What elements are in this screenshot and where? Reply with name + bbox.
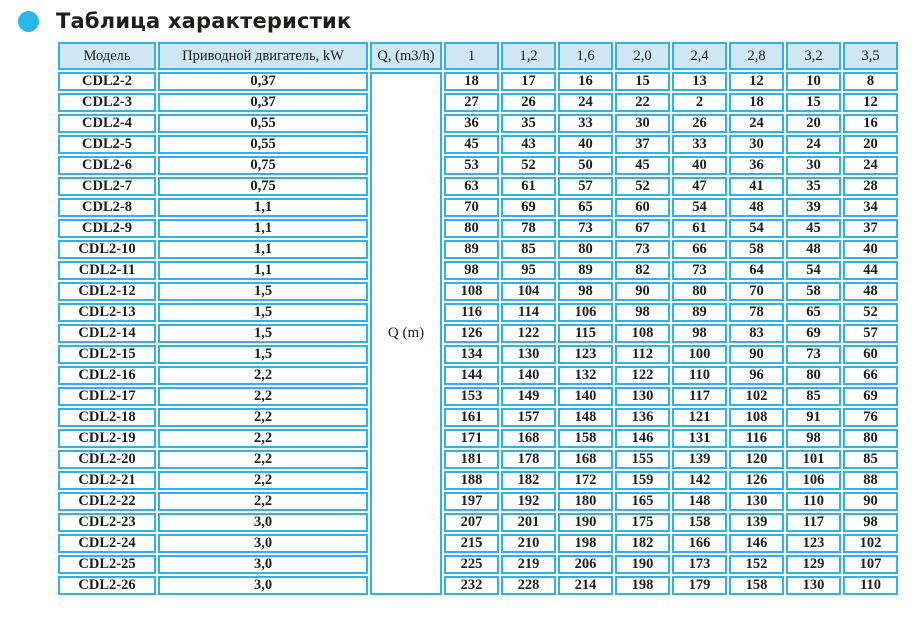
value-cell: 78	[729, 303, 784, 322]
value-cell: 122	[615, 366, 670, 385]
value-cell: 35	[786, 177, 841, 196]
power-cell: 2,2	[158, 387, 368, 406]
value-cell: 73	[615, 240, 670, 259]
model-cell: CDL2-17	[58, 387, 156, 406]
value-cell: 165	[615, 492, 670, 511]
value-cell: 54	[672, 198, 727, 217]
value-cell: 207	[444, 513, 499, 532]
value-cell: 43	[501, 135, 556, 154]
power-cell: 3,0	[158, 513, 368, 532]
value-cell: 101	[786, 450, 841, 469]
model-cell: CDL2-7	[58, 177, 156, 196]
value-cell: 115	[558, 324, 613, 343]
value-cell: 139	[729, 513, 784, 532]
value-cell: 40	[558, 135, 613, 154]
value-cell: 215	[444, 534, 499, 553]
table-row	[58, 261, 898, 280]
value-cell: 131	[672, 429, 727, 448]
value-cell: 190	[558, 513, 613, 532]
value-cell: 30	[729, 135, 784, 154]
model-cell: CDL2-26	[58, 576, 156, 595]
value-cell: 65	[786, 303, 841, 322]
power-cell: 1,1	[158, 240, 368, 259]
value-cell: 45	[444, 135, 499, 154]
value-cell: 54	[729, 219, 784, 238]
value-cell: 146	[615, 429, 670, 448]
value-cell: 110	[786, 492, 841, 511]
header-flow-value: 2,8	[729, 42, 784, 70]
value-cell: 117	[672, 387, 727, 406]
power-cell: 3,0	[158, 555, 368, 574]
value-cell: 73	[786, 345, 841, 364]
header-flow-value: 3,2	[786, 42, 841, 70]
power-cell: 1,1	[158, 219, 368, 238]
model-cell: CDL2-9	[58, 219, 156, 238]
table-row	[58, 156, 898, 175]
model-cell: CDL2-22	[58, 492, 156, 511]
value-cell: 153	[444, 387, 499, 406]
value-cell: 159	[615, 471, 670, 490]
power-cell: 0,37	[158, 93, 368, 112]
q-m-cell: Q (m)	[370, 72, 442, 595]
table-header-row	[58, 42, 898, 70]
value-cell: 232	[444, 576, 499, 595]
value-cell: 80	[786, 366, 841, 385]
value-cell: 26	[672, 114, 727, 133]
value-cell: 148	[672, 492, 727, 511]
value-cell: 166	[672, 534, 727, 553]
value-cell: 16	[558, 72, 613, 91]
value-cell: 30	[786, 156, 841, 175]
value-cell: 129	[786, 555, 841, 574]
value-cell: 52	[615, 177, 670, 196]
model-cell: CDL2-24	[58, 534, 156, 553]
table-row	[58, 324, 898, 343]
value-cell: 24	[786, 135, 841, 154]
value-cell: 80	[444, 219, 499, 238]
value-cell: 136	[615, 408, 670, 427]
value-cell: 30	[615, 114, 670, 133]
power-cell: 1,5	[158, 303, 368, 322]
value-cell: 114	[501, 303, 556, 322]
model-cell: CDL2-5	[58, 135, 156, 154]
value-cell: 173	[672, 555, 727, 574]
value-cell: 178	[501, 450, 556, 469]
value-cell: 98	[558, 282, 613, 301]
header-flow-value: 1	[444, 42, 499, 70]
value-cell: 20	[786, 114, 841, 133]
value-cell: 12	[729, 72, 784, 91]
value-cell: 98	[786, 429, 841, 448]
value-cell: 85	[501, 240, 556, 259]
value-cell: 95	[501, 261, 556, 280]
value-cell: 130	[786, 576, 841, 595]
header-flow-value: 1,2	[501, 42, 556, 70]
table-row	[58, 219, 898, 238]
value-cell: 8	[843, 72, 898, 91]
value-cell: 22	[615, 93, 670, 112]
value-cell: 66	[843, 366, 898, 385]
table-body	[58, 72, 898, 595]
table-row	[58, 303, 898, 322]
table-row	[58, 345, 898, 364]
value-cell: 116	[444, 303, 499, 322]
value-cell: 89	[558, 261, 613, 280]
value-cell: 182	[501, 471, 556, 490]
value-cell: 214	[558, 576, 613, 595]
table-row	[58, 534, 898, 553]
value-cell: 168	[501, 429, 556, 448]
value-cell: 175	[615, 513, 670, 532]
value-cell: 144	[444, 366, 499, 385]
value-cell: 24	[843, 156, 898, 175]
value-cell: 168	[558, 450, 613, 469]
value-cell: 18	[729, 93, 784, 112]
model-cell: CDL2-20	[58, 450, 156, 469]
model-cell: CDL2-16	[58, 366, 156, 385]
value-cell: 57	[843, 324, 898, 343]
value-cell: 82	[615, 261, 670, 280]
value-cell: 130	[729, 492, 784, 511]
value-cell: 198	[615, 576, 670, 595]
value-cell: 98	[843, 513, 898, 532]
value-cell: 117	[786, 513, 841, 532]
table-row	[58, 135, 898, 154]
value-cell: 69	[786, 324, 841, 343]
header-q-flow: Q, (m3/h)	[370, 42, 442, 70]
value-cell: 80	[558, 240, 613, 259]
table-row	[58, 240, 898, 259]
value-cell: 13	[672, 72, 727, 91]
value-cell: 10	[786, 72, 841, 91]
value-cell: 36	[444, 114, 499, 133]
table-row	[58, 282, 898, 301]
value-cell: 140	[501, 366, 556, 385]
value-cell: 73	[672, 261, 727, 280]
value-cell: 90	[615, 282, 670, 301]
value-cell: 172	[558, 471, 613, 490]
value-cell: 171	[444, 429, 499, 448]
value-cell: 78	[501, 219, 556, 238]
model-cell: CDL2-4	[58, 114, 156, 133]
value-cell: 69	[501, 198, 556, 217]
value-cell: 52	[843, 303, 898, 322]
value-cell: 139	[672, 450, 727, 469]
value-cell: 108	[615, 324, 670, 343]
value-cell: 70	[444, 198, 499, 217]
value-cell: 69	[843, 387, 898, 406]
value-cell: 210	[501, 534, 556, 553]
value-cell: 15	[615, 72, 670, 91]
power-cell: 1,5	[158, 345, 368, 364]
value-cell: 130	[501, 345, 556, 364]
power-cell: 2,2	[158, 450, 368, 469]
value-cell: 48	[786, 240, 841, 259]
model-cell: CDL2-21	[58, 471, 156, 490]
value-cell: 34	[843, 198, 898, 217]
value-cell: 64	[729, 261, 784, 280]
value-cell: 126	[729, 471, 784, 490]
value-cell: 110	[843, 576, 898, 595]
power-cell: 2,2	[158, 366, 368, 385]
table-row	[58, 576, 898, 595]
value-cell: 76	[843, 408, 898, 427]
model-cell: CDL2-8	[58, 198, 156, 217]
value-cell: 41	[729, 177, 784, 196]
value-cell: 52	[501, 156, 556, 175]
value-cell: 140	[558, 387, 613, 406]
value-cell: 116	[729, 429, 784, 448]
value-cell: 26	[501, 93, 556, 112]
table-row	[58, 387, 898, 406]
value-cell: 17	[501, 72, 556, 91]
value-cell: 157	[501, 408, 556, 427]
value-cell: 12	[843, 93, 898, 112]
value-cell: 27	[444, 93, 499, 112]
value-cell: 20	[843, 135, 898, 154]
value-cell: 45	[615, 156, 670, 175]
table-row	[58, 555, 898, 574]
value-cell: 110	[672, 366, 727, 385]
value-cell: 179	[672, 576, 727, 595]
value-cell: 142	[672, 471, 727, 490]
bullet-icon	[18, 11, 39, 32]
model-cell: CDL2-10	[58, 240, 156, 259]
value-cell: 16	[843, 114, 898, 133]
value-cell: 89	[672, 303, 727, 322]
value-cell: 35	[501, 114, 556, 133]
value-cell: 155	[615, 450, 670, 469]
header-flow-value: 1,6	[558, 42, 613, 70]
value-cell: 146	[729, 534, 784, 553]
value-cell: 50	[558, 156, 613, 175]
value-cell: 100	[672, 345, 727, 364]
model-cell: CDL2-6	[58, 156, 156, 175]
value-cell: 33	[672, 135, 727, 154]
value-cell: 65	[558, 198, 613, 217]
model-cell: CDL2-14	[58, 324, 156, 343]
header-motor: Приводной двигатель, kW	[158, 42, 368, 70]
value-cell: 192	[501, 492, 556, 511]
table-row	[58, 450, 898, 469]
value-cell: 134	[444, 345, 499, 364]
characteristics-table	[56, 40, 900, 597]
power-cell: 0,55	[158, 114, 368, 133]
value-cell: 53	[444, 156, 499, 175]
value-cell: 44	[843, 261, 898, 280]
value-cell: 61	[501, 177, 556, 196]
value-cell: 98	[444, 261, 499, 280]
table-row	[58, 429, 898, 448]
value-cell: 96	[729, 366, 784, 385]
value-cell: 45	[786, 219, 841, 238]
value-cell: 158	[672, 513, 727, 532]
value-cell: 39	[786, 198, 841, 217]
page-header	[0, 0, 923, 33]
table-row	[58, 513, 898, 532]
value-cell: 123	[558, 345, 613, 364]
model-cell: CDL2-15	[58, 345, 156, 364]
header-flow-value: 2,0	[615, 42, 670, 70]
value-cell: 24	[558, 93, 613, 112]
power-cell: 3,0	[158, 534, 368, 553]
table-row	[58, 471, 898, 490]
value-cell: 60	[615, 198, 670, 217]
header-flow-value: 2,4	[672, 42, 727, 70]
value-cell: 102	[729, 387, 784, 406]
value-cell: 123	[786, 534, 841, 553]
value-cell: 80	[672, 282, 727, 301]
power-cell: 1,1	[158, 261, 368, 280]
power-cell: 2,2	[158, 429, 368, 448]
value-cell: 2	[672, 93, 727, 112]
power-cell: 0,55	[158, 135, 368, 154]
value-cell: 181	[444, 450, 499, 469]
value-cell: 90	[729, 345, 784, 364]
value-cell: 58	[729, 240, 784, 259]
value-cell: 180	[558, 492, 613, 511]
power-cell: 0,75	[158, 156, 368, 175]
value-cell: 158	[729, 576, 784, 595]
power-cell: 0,37	[158, 72, 368, 91]
value-cell: 219	[501, 555, 556, 574]
value-cell: 132	[558, 366, 613, 385]
value-cell: 66	[672, 240, 727, 259]
power-cell: 1,5	[158, 324, 368, 343]
value-cell: 201	[501, 513, 556, 532]
value-cell: 130	[615, 387, 670, 406]
value-cell: 15	[786, 93, 841, 112]
value-cell: 60	[843, 345, 898, 364]
value-cell: 40	[672, 156, 727, 175]
power-cell: 2,2	[158, 492, 368, 511]
value-cell: 121	[672, 408, 727, 427]
value-cell: 107	[843, 555, 898, 574]
model-cell: CDL2-23	[58, 513, 156, 532]
value-cell: 28	[843, 177, 898, 196]
table-row	[58, 198, 898, 217]
value-cell: 206	[558, 555, 613, 574]
value-cell: 102	[843, 534, 898, 553]
value-cell: 90	[843, 492, 898, 511]
value-cell: 85	[843, 450, 898, 469]
value-cell: 98	[615, 303, 670, 322]
table-row	[58, 366, 898, 385]
power-cell: 1,5	[158, 282, 368, 301]
value-cell: 158	[558, 429, 613, 448]
table-row	[58, 114, 898, 133]
table-row	[58, 72, 898, 91]
value-cell: 54	[786, 261, 841, 280]
page-title: Таблица характеристик	[56, 9, 352, 33]
value-cell: 188	[444, 471, 499, 490]
value-cell: 24	[729, 114, 784, 133]
model-cell: CDL2-2	[58, 72, 156, 91]
power-cell: 2,2	[158, 471, 368, 490]
model-cell: CDL2-11	[58, 261, 156, 280]
value-cell: 63	[444, 177, 499, 196]
value-cell: 126	[444, 324, 499, 343]
value-cell: 88	[843, 471, 898, 490]
value-cell: 104	[501, 282, 556, 301]
value-cell: 33	[558, 114, 613, 133]
value-cell: 182	[615, 534, 670, 553]
model-cell: CDL2-3	[58, 93, 156, 112]
value-cell: 106	[786, 471, 841, 490]
model-cell: CDL2-13	[58, 303, 156, 322]
value-cell: 98	[672, 324, 727, 343]
value-cell: 120	[729, 450, 784, 469]
table-row	[58, 177, 898, 196]
value-cell: 108	[444, 282, 499, 301]
value-cell: 48	[729, 198, 784, 217]
value-cell: 106	[558, 303, 613, 322]
value-cell: 148	[558, 408, 613, 427]
value-cell: 198	[558, 534, 613, 553]
value-cell: 89	[444, 240, 499, 259]
value-cell: 47	[672, 177, 727, 196]
power-cell: 3,0	[158, 576, 368, 595]
value-cell: 122	[501, 324, 556, 343]
value-cell: 152	[729, 555, 784, 574]
value-cell: 161	[444, 408, 499, 427]
value-cell: 40	[843, 240, 898, 259]
value-cell: 37	[615, 135, 670, 154]
value-cell: 61	[672, 219, 727, 238]
value-cell: 197	[444, 492, 499, 511]
table-row	[58, 93, 898, 112]
value-cell: 80	[843, 429, 898, 448]
value-cell: 149	[501, 387, 556, 406]
value-cell: 67	[615, 219, 670, 238]
value-cell: 112	[615, 345, 670, 364]
power-cell: 2,2	[158, 408, 368, 427]
model-cell: CDL2-19	[58, 429, 156, 448]
value-cell: 83	[729, 324, 784, 343]
power-cell: 0,75	[158, 177, 368, 196]
value-cell: 58	[786, 282, 841, 301]
power-cell: 1,1	[158, 198, 368, 217]
table-row	[58, 408, 898, 427]
value-cell: 48	[843, 282, 898, 301]
value-cell: 73	[558, 219, 613, 238]
value-cell: 225	[444, 555, 499, 574]
model-cell: CDL2-18	[58, 408, 156, 427]
model-cell: CDL2-12	[58, 282, 156, 301]
value-cell: 85	[786, 387, 841, 406]
model-cell: CDL2-25	[58, 555, 156, 574]
header-model: Модель	[58, 42, 156, 70]
value-cell: 190	[615, 555, 670, 574]
value-cell: 37	[843, 219, 898, 238]
value-cell: 91	[786, 408, 841, 427]
value-cell: 108	[729, 408, 784, 427]
table-row	[58, 492, 898, 511]
value-cell: 228	[501, 576, 556, 595]
header-flow-value: 3,5	[843, 42, 898, 70]
value-cell: 36	[729, 156, 784, 175]
value-cell: 70	[729, 282, 784, 301]
value-cell: 57	[558, 177, 613, 196]
value-cell: 18	[444, 72, 499, 91]
